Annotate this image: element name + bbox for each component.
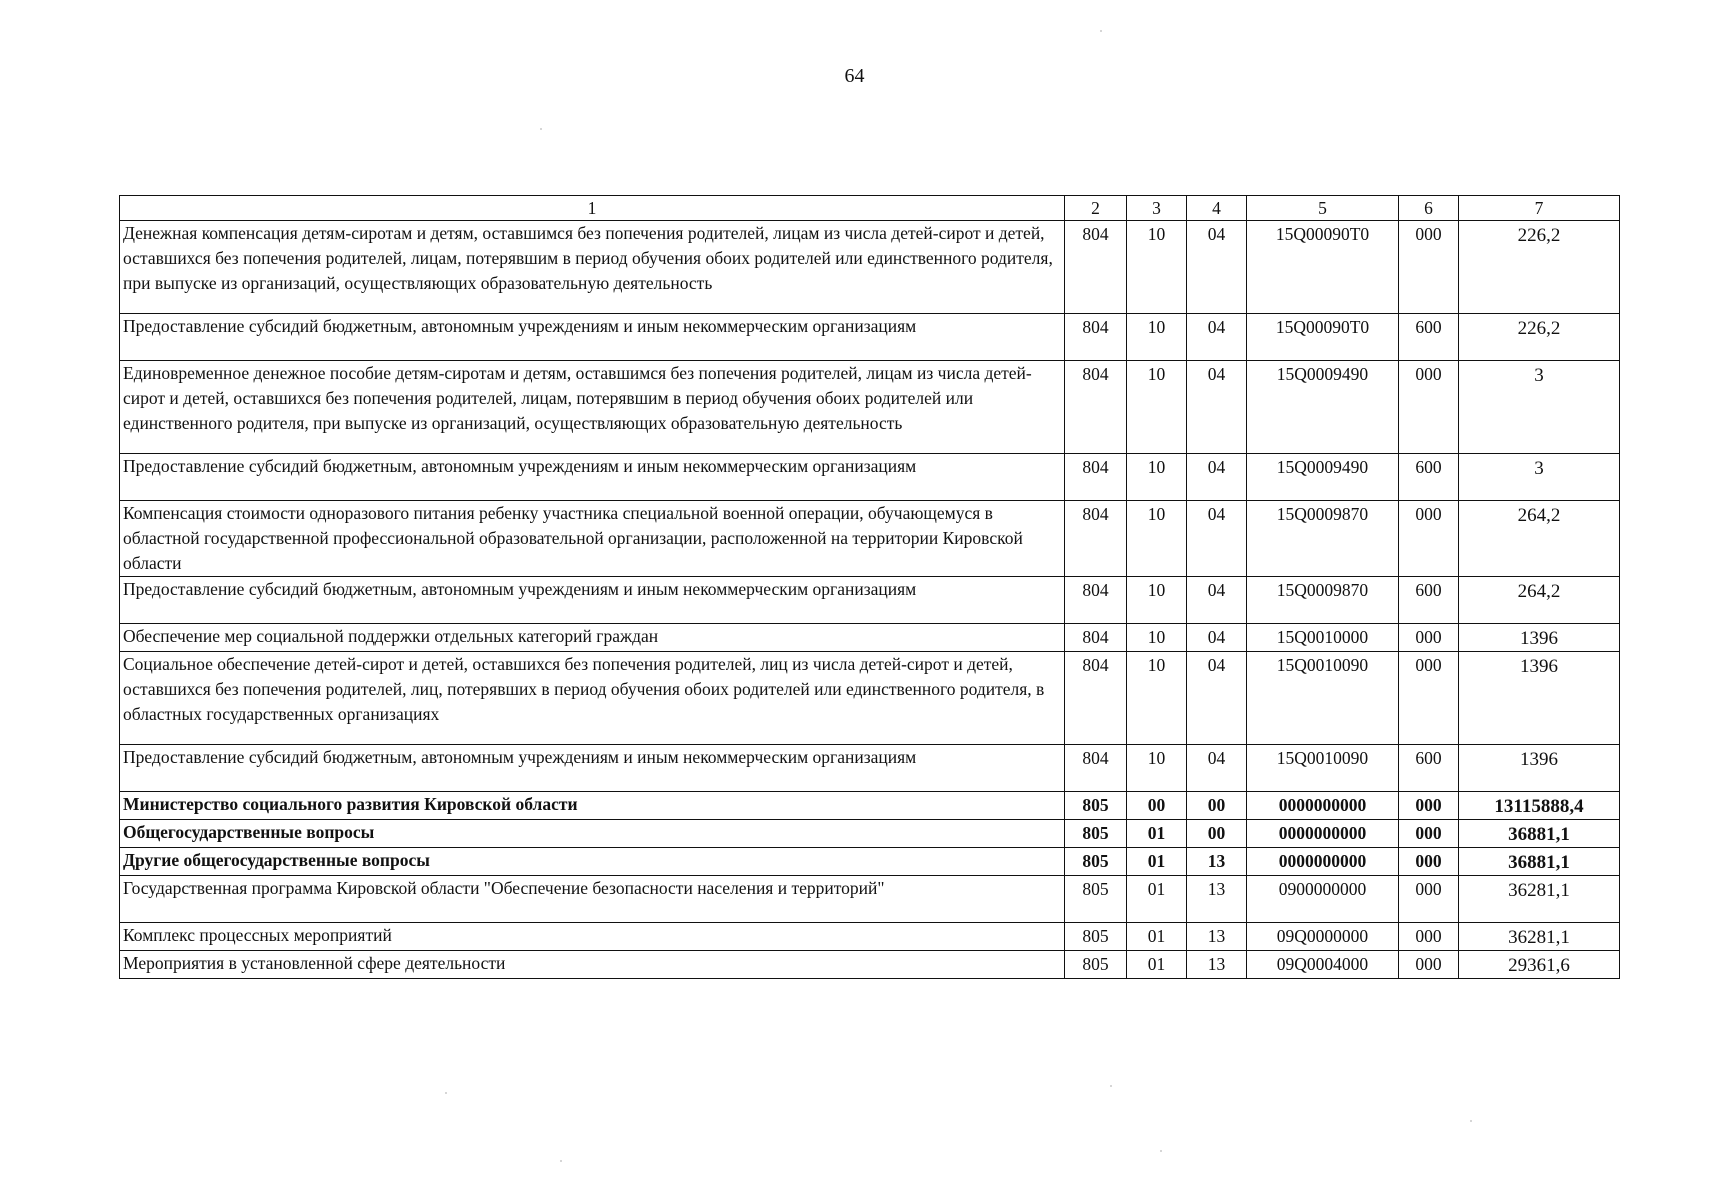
cell-code-6: 000 bbox=[1399, 361, 1459, 454]
cell-code-5: 0000000000 bbox=[1247, 792, 1399, 820]
cell-code-6: 000 bbox=[1399, 792, 1459, 820]
cell-code-3: 01 bbox=[1127, 951, 1187, 979]
cell-sum: 264,2 bbox=[1459, 501, 1620, 577]
cell-sum: 13115888,4 bbox=[1459, 792, 1620, 820]
cell-code-5: 0900000000 bbox=[1247, 876, 1399, 923]
budget-table bbox=[119, 195, 1620, 979]
cell-item-name: Денежная компенсация детям-сиротам и детям, оставшимся без попечения родителей, лицам из числа детей-сирот и детей, оставшихся без попечения родителей, лицам, потерявшим в период обучения обоих родителей или единственного родителя, при выпуске из организаций, осуществляющих образовательную деятельность bbox=[120, 221, 1065, 314]
cell-code-2: 804 bbox=[1065, 221, 1127, 314]
header-cell-4: 4 bbox=[1187, 196, 1247, 221]
cell-code-2: 805 bbox=[1065, 923, 1127, 951]
header-cell-2: 2 bbox=[1065, 196, 1127, 221]
table-row bbox=[120, 745, 1620, 792]
table-row bbox=[120, 848, 1620, 876]
cell-code-4: 13 bbox=[1187, 951, 1247, 979]
cell-code-5: 15Q0009870 bbox=[1247, 577, 1399, 624]
cell-code-3: 10 bbox=[1127, 577, 1187, 624]
cell-code-4: 04 bbox=[1187, 221, 1247, 314]
cell-item-name: Другие общегосударственные вопросы bbox=[120, 848, 1065, 876]
table-row bbox=[120, 221, 1620, 314]
cell-code-5: 15Q0010000 bbox=[1247, 624, 1399, 652]
cell-code-5: 0000000000 bbox=[1247, 848, 1399, 876]
cell-sum: 226,2 bbox=[1459, 221, 1620, 314]
cell-code-3: 01 bbox=[1127, 876, 1187, 923]
cell-code-6: 000 bbox=[1399, 221, 1459, 314]
cell-code-2: 805 bbox=[1065, 876, 1127, 923]
cell-code-6: 000 bbox=[1399, 652, 1459, 745]
cell-sum: 29361,6 bbox=[1459, 951, 1620, 979]
scan-speck bbox=[1110, 1085, 1112, 1087]
cell-code-6: 000 bbox=[1399, 820, 1459, 848]
table-row bbox=[120, 624, 1620, 652]
cell-code-2: 805 bbox=[1065, 848, 1127, 876]
cell-code-2: 805 bbox=[1065, 792, 1127, 820]
scan-speck bbox=[1470, 1120, 1472, 1122]
cell-code-5: 0000000000 bbox=[1247, 820, 1399, 848]
cell-item-name: Обеспечение мер социальной поддержки отдельных категорий граждан bbox=[120, 624, 1065, 652]
cell-item-name: Комплекс процессных мероприятий bbox=[120, 923, 1065, 951]
cell-code-5: 09Q0000000 bbox=[1247, 923, 1399, 951]
table-row bbox=[120, 876, 1620, 923]
cell-code-6: 600 bbox=[1399, 454, 1459, 501]
cell-sum: 36881,1 bbox=[1459, 820, 1620, 848]
cell-item-name: Предоставление субсидий бюджетным, автономным учреждениям и иным некоммерческим организациям bbox=[120, 454, 1065, 501]
cell-code-3: 01 bbox=[1127, 820, 1187, 848]
cell-code-3: 01 bbox=[1127, 923, 1187, 951]
cell-code-3: 10 bbox=[1127, 624, 1187, 652]
cell-code-5: 15Q00090T0 bbox=[1247, 221, 1399, 314]
table-row bbox=[120, 951, 1620, 979]
cell-code-2: 804 bbox=[1065, 501, 1127, 577]
cell-code-2: 804 bbox=[1065, 577, 1127, 624]
cell-code-2: 804 bbox=[1065, 314, 1127, 361]
cell-code-3: 10 bbox=[1127, 221, 1187, 314]
table-row bbox=[120, 820, 1620, 848]
cell-code-2: 805 bbox=[1065, 820, 1127, 848]
cell-code-4: 13 bbox=[1187, 923, 1247, 951]
cell-sum: 1396 bbox=[1459, 745, 1620, 792]
cell-code-4: 04 bbox=[1187, 624, 1247, 652]
table-row bbox=[120, 361, 1620, 454]
cell-code-2: 804 bbox=[1065, 454, 1127, 501]
cell-item-name: Единовременное денежное пособие детям-сиротам и детям, оставшимся без попечения родителей, лицам из числа детей-сирот и детей, оставшихся без попечения родителей, лицам, потерявшим в период обучения обоих родителей или единственного родителя, при выпуске из организаций, осуществляющих образовательную деятельность bbox=[120, 361, 1065, 454]
cell-code-6: 000 bbox=[1399, 501, 1459, 577]
cell-code-2: 804 bbox=[1065, 624, 1127, 652]
cell-code-4: 04 bbox=[1187, 745, 1247, 792]
cell-code-3: 10 bbox=[1127, 361, 1187, 454]
cell-code-6: 000 bbox=[1399, 951, 1459, 979]
cell-code-5: 09Q0004000 bbox=[1247, 951, 1399, 979]
header-cell-3: 3 bbox=[1127, 196, 1187, 221]
cell-sum: 36881,1 bbox=[1459, 848, 1620, 876]
cell-code-6: 000 bbox=[1399, 923, 1459, 951]
cell-code-3: 00 bbox=[1127, 792, 1187, 820]
cell-sum: 264,2 bbox=[1459, 577, 1620, 624]
cell-code-6: 600 bbox=[1399, 745, 1459, 792]
cell-sum: 1396 bbox=[1459, 624, 1620, 652]
header-cell-6: 6 bbox=[1399, 196, 1459, 221]
cell-code-3: 10 bbox=[1127, 501, 1187, 577]
cell-code-4: 13 bbox=[1187, 848, 1247, 876]
cell-code-4: 00 bbox=[1187, 792, 1247, 820]
table-row bbox=[120, 923, 1620, 951]
cell-item-name: Предоставление субсидий бюджетным, автономным учреждениям и иным некоммерческим организациям bbox=[120, 577, 1065, 624]
cell-code-6: 600 bbox=[1399, 314, 1459, 361]
cell-item-name: Предоставление субсидий бюджетным, автономным учреждениям и иным некоммерческим организациям bbox=[120, 314, 1065, 361]
cell-code-5: 15Q0009490 bbox=[1247, 361, 1399, 454]
cell-code-4: 04 bbox=[1187, 577, 1247, 624]
scan-speck bbox=[560, 1160, 562, 1162]
table-row bbox=[120, 652, 1620, 745]
cell-item-name: Компенсация стоимости одноразового питания ребенку участника специальной военной операции, обучающемуся в областной государственной профессиональной образовательной организации, расположенной на территории Кировской области bbox=[120, 501, 1065, 577]
header-cell-5: 5 bbox=[1247, 196, 1399, 221]
table-row bbox=[120, 501, 1620, 577]
cell-code-5: 15Q0009490 bbox=[1247, 454, 1399, 501]
cell-sum: 226,2 bbox=[1459, 314, 1620, 361]
cell-code-4: 04 bbox=[1187, 501, 1247, 577]
cell-code-4: 00 bbox=[1187, 820, 1247, 848]
cell-code-2: 804 bbox=[1065, 361, 1127, 454]
cell-code-4: 04 bbox=[1187, 454, 1247, 501]
cell-code-6: 000 bbox=[1399, 848, 1459, 876]
cell-code-4: 04 bbox=[1187, 314, 1247, 361]
table-row bbox=[120, 314, 1620, 361]
cell-code-6: 000 bbox=[1399, 624, 1459, 652]
scan-speck bbox=[540, 128, 542, 130]
table-row bbox=[120, 792, 1620, 820]
cell-item-name: Государственная программа Кировской области "Обеспечение безопасности населения и территорий" bbox=[120, 876, 1065, 923]
header-row bbox=[120, 196, 1620, 221]
cell-code-4: 13 bbox=[1187, 876, 1247, 923]
cell-code-5: 15Q0010090 bbox=[1247, 745, 1399, 792]
cell-code-3: 10 bbox=[1127, 454, 1187, 501]
cell-item-name: Предоставление субсидий бюджетным, автономным учреждениям и иным некоммерческим организациям bbox=[120, 745, 1065, 792]
scan-speck bbox=[1160, 1150, 1162, 1152]
cell-code-6: 000 bbox=[1399, 876, 1459, 923]
cell-code-3: 01 bbox=[1127, 848, 1187, 876]
cell-code-2: 805 bbox=[1065, 951, 1127, 979]
cell-sum: 36281,1 bbox=[1459, 923, 1620, 951]
cell-code-2: 804 bbox=[1065, 745, 1127, 792]
cell-code-3: 10 bbox=[1127, 745, 1187, 792]
cell-code-3: 10 bbox=[1127, 314, 1187, 361]
cell-code-6: 600 bbox=[1399, 577, 1459, 624]
page-number: 64 bbox=[844, 65, 865, 87]
cell-code-4: 04 bbox=[1187, 652, 1247, 745]
cell-code-5: 15Q0010090 bbox=[1247, 652, 1399, 745]
scan-speck bbox=[445, 1092, 447, 1094]
cell-sum: 3 bbox=[1459, 361, 1620, 454]
table-body bbox=[120, 196, 1620, 979]
cell-code-4: 04 bbox=[1187, 361, 1247, 454]
cell-item-name: Мероприятия в установленной сфере деятельности bbox=[120, 951, 1065, 979]
table-row bbox=[120, 577, 1620, 624]
cell-item-name: Социальное обеспечение детей-сирот и детей, оставшихся без попечения родителей, лиц из числа детей-сирот и детей, оставшихся без попечения родителей, лиц, потерявших в период обучения обоих родителей или единственного родителя, в областных государственных организациях bbox=[120, 652, 1065, 745]
table-row bbox=[120, 454, 1620, 501]
cell-sum: 1396 bbox=[1459, 652, 1620, 745]
cell-code-3: 10 bbox=[1127, 652, 1187, 745]
header-cell-1: 1 bbox=[120, 196, 1065, 221]
cell-code-2: 804 bbox=[1065, 652, 1127, 745]
cell-item-name: Министерство социального развития Кировской области bbox=[120, 792, 1065, 820]
cell-item-name: Общегосударственные вопросы bbox=[120, 820, 1065, 848]
header-cell-7: 7 bbox=[1459, 196, 1620, 221]
scan-speck bbox=[1100, 30, 1102, 32]
cell-sum: 3 bbox=[1459, 454, 1620, 501]
cell-sum: 36281,1 bbox=[1459, 876, 1620, 923]
cell-code-5: 15Q00090T0 bbox=[1247, 314, 1399, 361]
cell-code-5: 15Q0009870 bbox=[1247, 501, 1399, 577]
